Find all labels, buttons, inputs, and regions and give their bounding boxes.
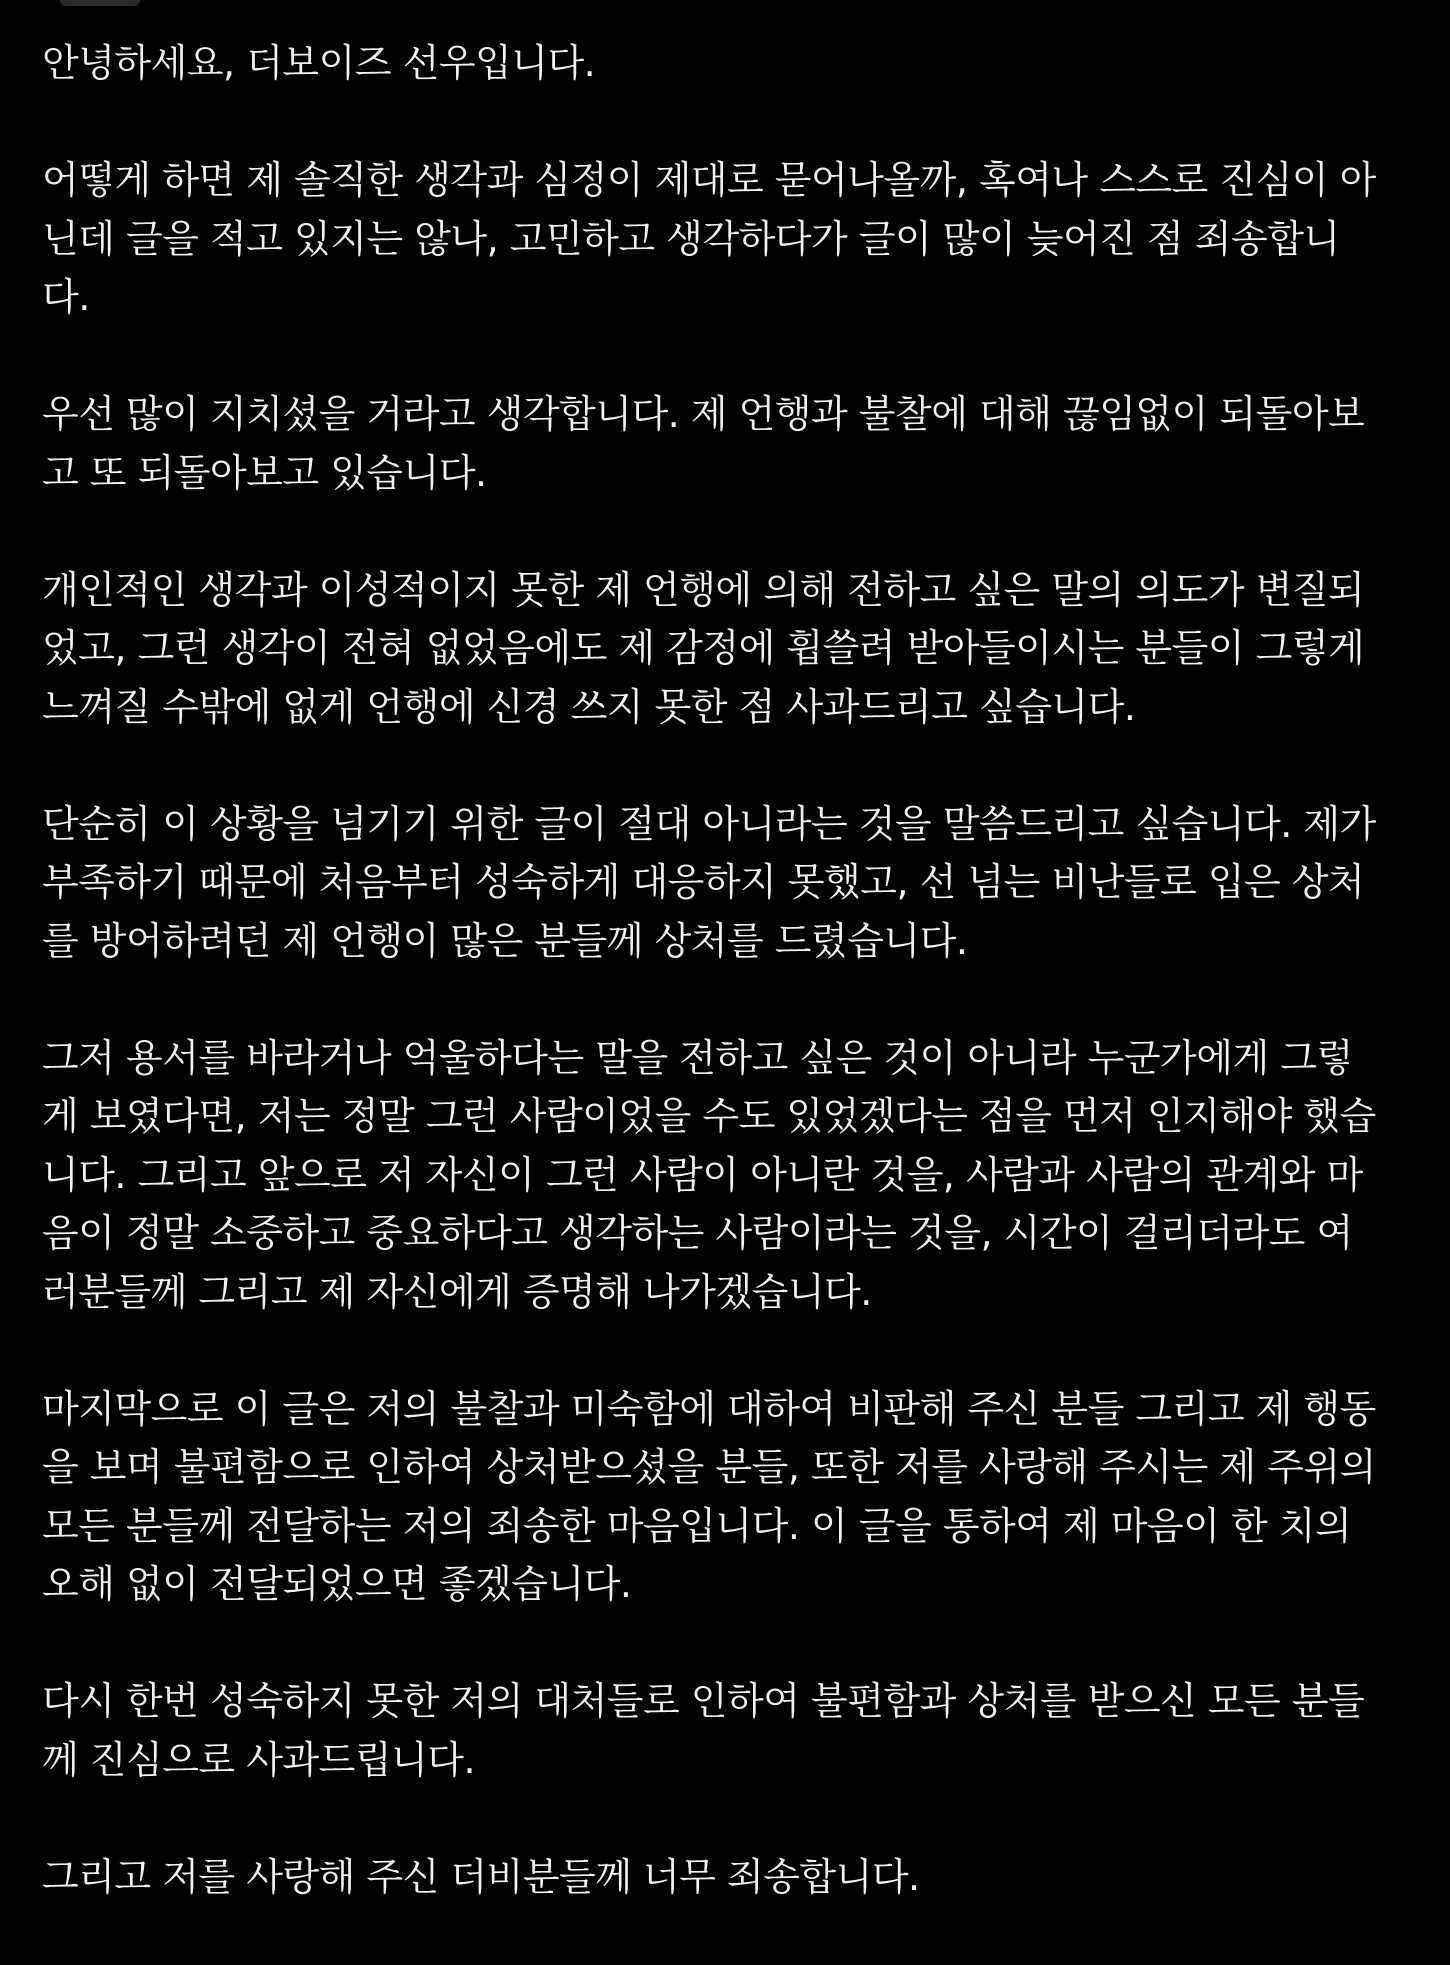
avatar-edge bbox=[60, 0, 140, 6]
post-text-line: 단순히 이 상황을 넘기기 위한 글이 절대 아니라는 것을 말씀드리고 싶습니다. 제가 bbox=[42, 801, 1376, 846]
post-text-line: 모든 분들께 전달하는 저의 죄송한 마음입니다. 이 글을 통하여 제 마음이 한 치의 bbox=[42, 1503, 1352, 1548]
post-text-line: 그리고 저를 사랑해 주신 더비분들께 너무 죄송합니다. bbox=[42, 1854, 920, 1899]
post-text-line: 다시 한번 성숙하지 못한 저의 대처들로 인하여 불편함과 상처를 받으신 모든 분들 bbox=[42, 1679, 1365, 1723]
post-text-line: 마지막으로 이 글은 저의 불찰과 미숙함에 대하여 비판해 주신 분들 그리고 제 행동 bbox=[42, 1386, 1376, 1431]
post-paragraph bbox=[42, 34, 1412, 93]
post-text-line: 느껴질 수밖에 없게 언행에 신경 쓰지 못한 점 사과드리고 싶습니다. bbox=[42, 684, 1136, 729]
post-paragraph bbox=[42, 151, 1412, 327]
post-text-line: 부족하기 때문에 처음부터 성숙하게 대응하지 못했고, 선 넘는 비난들로 입은 상처 bbox=[42, 860, 1365, 904]
post-text-line: 안녕하세요, 더보이즈 선우입니다. bbox=[42, 41, 596, 85]
post-text-line: 을 보며 불편함으로 인하여 상처받으셨을 분들, 또한 저를 사랑해 주시는 제 주위의 bbox=[42, 1445, 1376, 1489]
post-text-line: 닌데 글을 적고 있지는 않나, 고민하고 생각하다가 글이 많이 늦어진 점 죄송합니 bbox=[42, 216, 1340, 261]
post-text-line: 고 또 되돌아보고 있습니다. bbox=[42, 450, 487, 495]
post-text-line: 우선 많이 지치셨을 거라고 생각합니다. 제 언행과 불찰에 대해 끊임없이 되돌아보 bbox=[42, 392, 1365, 436]
post-paragraph bbox=[42, 1380, 1412, 1614]
post-text-line: 를 방어하려던 제 언행이 많은 분들께 상처를 드렸습니다. bbox=[42, 918, 968, 963]
post-paragraph bbox=[42, 1029, 1412, 1322]
post-text-line: 오해 없이 전달되었으면 좋겠습니다. bbox=[42, 1562, 632, 1606]
post-text-line: 게 보였다면, 저는 정말 그런 사람이었을 수도 있었겠다는 점을 먼저 인지해야 했습 bbox=[42, 1094, 1376, 1138]
post-text-line: 음이 정말 소중하고 중요하다고 생각하는 사람이라는 것을, 시간이 걸리더라도 여 bbox=[42, 1211, 1353, 1255]
post-text-line: 러분들께 그리고 제 자신에게 증명해 나가겠습니다. bbox=[42, 1269, 872, 1314]
post-paragraph bbox=[42, 1672, 1412, 1789]
post-text-line: 니다. 그리고 앞으로 저 자신이 그런 사람이 아니란 것을, 사람과 사람의 관계와 마 bbox=[42, 1152, 1363, 1197]
post-paragraph bbox=[42, 561, 1412, 737]
post-text-line: 었고, 그런 생각이 전혀 없었음에도 제 감정에 휩쓸려 받아들이시는 분들이 그렇게 bbox=[42, 626, 1365, 670]
post-paragraph bbox=[42, 1848, 1412, 1907]
post-paragraph bbox=[42, 385, 1412, 502]
post-paragraph bbox=[42, 795, 1412, 971]
post-text-line: 그저 용서를 바라거나 억울하다는 말을 전하고 싶은 것이 아니라 누군가에게 그렇 bbox=[42, 1035, 1353, 1080]
post-body bbox=[42, 34, 1412, 1965]
post-text-line: 개인적인 생각과 이성적이지 못한 제 언행에 의해 전하고 싶은 말의 의도가 변질되 bbox=[42, 567, 1365, 612]
post-text-line: 께 진심으로 사과드립니다. bbox=[42, 1737, 476, 1782]
post-text-line: 어떻게 하면 제 솔직한 생각과 심정이 제대로 묻어나올까, 혹여나 스스로 진심이 아 bbox=[42, 158, 1376, 202]
post-text-line: 다. bbox=[42, 275, 90, 319]
